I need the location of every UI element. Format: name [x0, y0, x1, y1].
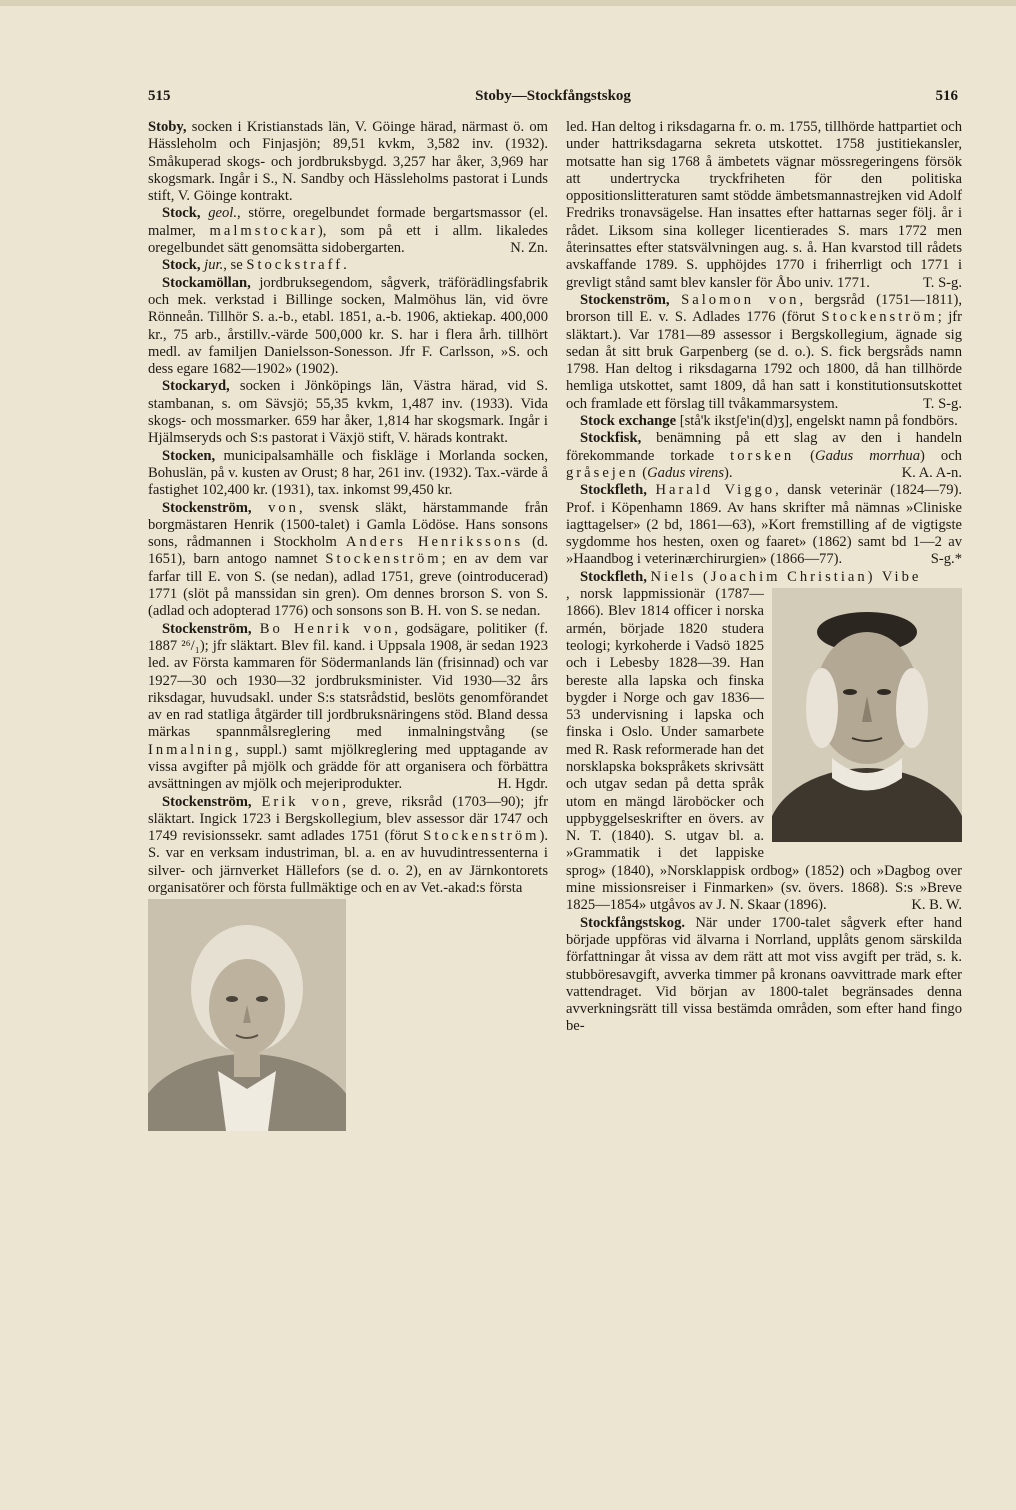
entry-stockaryd — [148, 378, 548, 447]
headword: Stock, — [162, 257, 201, 274]
portrait-image — [148, 899, 346, 1131]
author-signature: H. Hgdr. — [497, 776, 548, 793]
entry-text: , dansk veterinär (1824—79). Prof. i Köpenhamn 1869. Av hans skrifter må nämnas »Cliniske iagttagelser» (2 bd, 1861—63), »Kort fremstilling af de vigtigste sygdomme hos hesten, oxen og faaret» (1862) samt bd 1—2 av »Haandbog i veterinærchirurgien» (1866—77). — [566, 482, 963, 568]
entry-spaced: gråsejen — [566, 464, 639, 481]
entry-stockfangstskog — [566, 915, 962, 1036]
entry-text: När under 1700-talet sågverk efter hand började uppföras vid älvarna i Norrland, upplåts genom särskilda författningar åt vissa av dem rätt att mot viss avgift per träd, s. k. stubböresavgift, avverka timmer på kronans oavvittrade mark efter vattendraget. Vid början av 1800-talet begränsades denna avverkningsrätt till vissa bestämda områden, som efter hand fingo be- — [566, 914, 962, 1035]
page-title: Stoby—Stockfångstskog — [475, 88, 631, 104]
entry-text: municipalsamhälle och fiskläge i Morlanda socken, Bohuslän, på v. kusten av Orust; 8 har, 261 inv. (1932). Tax.-värde å fastighet 102,400 kr. (1931), tax. inkomst 99,450 kr. — [148, 447, 548, 499]
entry-text: , större, oregelbundet formade bergartsmassor (el. malmer, — [148, 205, 548, 239]
entry-stockamollan — [148, 275, 548, 379]
author-signature: T. S-g. — [922, 274, 962, 291]
headword: Stockamöllan, — [162, 274, 251, 291]
headword: Stock exchange — [580, 413, 677, 430]
entry-spaced: Erik von — [261, 793, 343, 810]
page-top-edge — [0, 0, 1016, 6]
entry-stockenstrom-salomon — [566, 292, 962, 413]
entry-text: ; jfr släktart.). Var 1781—89 assessor i Bergskollegium, ägnade sig sedan åt sitt bruk Garpenberg (se d. o.). S. fick bergsråds namn 1798. Han deltog i riksdagarna 1792 och 1800, då han tillhörde hemliga utskottet, samt 1809, då han satt i konstitutionsutskottet och framlade ett förslag till tvåkammarsystem. — [566, 309, 962, 412]
right-column — [566, 119, 962, 1036]
entry-text: socken i Kristianstads län, V. Göinge härad, närmast ö. om Hässleholm och Finjasjön; 89,51 kvkm, 3,582 inv. (1932). Småkuperad skogs- och jordbruksbygd. 3,257 har åker, 3,969 har skogsmark. Ingår i S., N. Sandby och Hässleholms pastorat i Lunds stift, V. Göinge kontrakt. — [148, 119, 548, 205]
portrait-image — [772, 588, 962, 842]
entry-stockenstrom-slakt — [148, 500, 548, 621]
headword: Stockenström, — [162, 620, 252, 637]
entry-text: ( — [638, 464, 648, 481]
headword: Stockfångstskog. — [580, 914, 686, 931]
headword: Stockaryd, — [162, 378, 230, 395]
entry-italic: geol. — [208, 205, 238, 222]
entry-spaced: Bo Henrik von — [259, 620, 395, 637]
entry-spaced: Harald Viggo — [655, 482, 776, 499]
entry-text: (d. 1651), barn antogo namnet — [148, 534, 548, 568]
portrait-erik-von-stockenstrom — [148, 899, 346, 1131]
left-column — [148, 119, 548, 1135]
entry-text: , godsägare, politiker (f. 1887 ²⁶/₁); jfr släktart. Blev fil. kand. i Uppsala 1908, är sedan 1923 led. av Första kammaren för Södermanlands län (frisinnad) och var 1927—30 och 1930—32 jordbruksminister. Vid 1930—32 års riksdagar, huvudsakl. under S:s statsrådstid, beslöts genomförandet av en rad statliga åtgärder till jordbruksnäringens stöd. Bland dessa märkas spannmålsreglering med inmalningstvång (se — [148, 620, 548, 741]
author-signature: N. Zn. — [510, 240, 548, 257]
headword: Stockfleth, — [580, 482, 647, 499]
entry-text: , se — [223, 257, 247, 274]
headword: Stock, — [162, 205, 201, 222]
entry-spaced: Stockenström — [423, 828, 540, 845]
entry-stockenstrom-bo — [148, 621, 548, 794]
entry-spaced: torsken — [730, 447, 795, 464]
entry-spaced: Stockenström — [821, 309, 938, 326]
entry-stock-exchange — [566, 413, 962, 430]
headword: Stockenström, — [162, 499, 252, 516]
portrait-niels-stockfleth — [772, 588, 962, 842]
entry-stoby — [148, 119, 548, 205]
author-signature: K. A. A-n. — [901, 464, 962, 481]
author-signature: S-g.* — [930, 551, 962, 568]
entry-text: , suppl.) samt mjölkreglering med upptagande av vissa avgifter på mjölk och grädde för att organisera och förbättra avsättningen av mjölk och mejeriprodukter. — [148, 741, 548, 793]
entry-italic: Gadus virens — [647, 464, 725, 481]
entry-spaced: Anders Henrikssons — [345, 534, 524, 551]
entry-erik-continued — [566, 119, 962, 292]
headword: Stockfleth, — [580, 568, 647, 585]
entry-text: benämning på ett slag av den i handeln förekommande torkade — [566, 430, 962, 464]
entry-spaced: malmstockar — [209, 222, 318, 239]
entry-text: , bergsråd (1751—1811), brorson till E. v. S. Adlades 1776 (förut — [566, 291, 962, 326]
headword: Stockenström, — [580, 291, 670, 308]
entry-text: ; en av dem var farfar till E. von S. (se nedan), adlad 1751, greve (ointroducerad) 1771 (slöt på manssidan sin gren). Om dennes brorson S. von S. (adlad och adopterad 1776) och sonsons son B. H. von S. se nedan. — [148, 551, 548, 620]
entry-italic: Gadus morrhua — [815, 447, 921, 464]
entry-stocken — [148, 448, 548, 500]
entry-text: [stå'k ikstʃe'in(d)ʒ], engelskt namn på fondbörs. — [676, 413, 958, 430]
headword: Stoby, — [148, 119, 187, 135]
page-number-right: 516 — [935, 88, 958, 104]
cross-reference: Inmalning — [148, 741, 235, 758]
headword: Stocken, — [162, 447, 216, 464]
author-signature: K. B. W. — [911, 897, 962, 914]
headword: Stockenström, — [162, 793, 252, 810]
running-header — [148, 88, 958, 112]
entry-text: ). — [724, 464, 733, 481]
cross-reference: Stockstraff. — [246, 257, 350, 274]
entry-text: ( — [794, 447, 816, 464]
page-number-left: 515 — [148, 88, 171, 104]
entry-italic: jur. — [204, 257, 224, 274]
entry-spaced: Niels (Joachim Christian) Vibe — [650, 568, 922, 585]
entry-stockenstrom-erik — [148, 794, 548, 898]
entry-spaced: Salomon von — [681, 291, 800, 308]
entry-text: ). S. var en verksam industriman, bl. a. en av huvudintressenterna i silver- och järnverket Hällefors (se d. o. 2), en av Järnkontorets organisatörer och första fullmäktige och en av Vet.-akad:s första — [148, 828, 548, 897]
entry-text: ), som på ett i allm. likaledes oregelbundet sätt genomsätta sidobergarten. — [148, 222, 548, 257]
entry-spaced: Stockenström — [325, 551, 442, 568]
entry-text: socken i Jönköpings län, Västra härad, vid S. stambanan, s. om Sävsjö; 55,35 kvkm, 1,487 inv. (1933). Vida skogs- och mossmarker. 659 har åker, 1,814 har skogsmark. Ingår i Hjälmseryds och S:s pastorat i Växjö stift, V. härads kontrakt. — [148, 378, 548, 447]
entry-text: led. Han deltog i riksdagarna fr. o. m. 1755, tillhörde hattpartiet och under hattriksdagarna sekreta utskottet. 1758 justitiekansler, motsatte han sig 1768 å ämbetets vägnar mössregeringens försök att undertrycka tryckfriheten för den politiska oppositionslitteraturen samt stödde ämbetsmannastrejken vid Adolf Fredriks tronavsägelse. Han insattes efter hattarnas seger följ. år i rådet. Liksom sina kolleger licentierades S. mars 1772 men återinsattes efter statsvälvningen aug. s. å. Han kvarstod till rådets avskaffande 1789. S. upphöjdes 1770 i friherrligt och 1771 i grevligt stånd samt blev kansler för Åbo univ. 1771. — [566, 119, 962, 291]
entry-text: , greve, riksråd (1703—90); jfr släktart. Ingick 1723 i Bergskollegium, blev assessor där 1747 och 1749 revisionssekr. samt adlades 1751 (förut — [148, 793, 548, 845]
entry-stockfleth-niels — [566, 569, 962, 586]
entry-stock-jur — [148, 257, 548, 274]
entry-text: ) och — [920, 447, 962, 464]
entry-stockfleth-harald — [566, 482, 962, 568]
entry-stock-geol — [148, 205, 548, 257]
entry-text: , svensk släkt, härstammande från borgmästaren Henrik (1500-talet) i Gamla Lödöse. Hans sonsons sons, rådmannen i Stockholm — [148, 499, 548, 551]
headword: Stockfisk, — [580, 430, 642, 447]
entry-spaced: von — [268, 499, 299, 516]
author-signature: T. S-g. — [922, 395, 962, 412]
entry-text: jordbruksegendom, sågverk, träförädlingsfabrik och mek. verkstad i Billinge socken, Malmöhus län, vid övre Rönneån. Tillhör S. a.-b., etabl. 1851, a.-b. 1906, aktiekap. 400,000 kr., 75 arb., årstillv.-värde 500,000 kr. S. har i flera årh. tillhört medl. av familjen Danielsson-Sonesson. Jfr F. Carlsson, »S. och dess egare 1682—1902» (1902). — [148, 274, 548, 378]
entry-text: , norsk lappmissionär (1787—1866). Blev 1814 officer i norska armén, började 1820 studera teologi; kyrkoherde i Vadsö 1825 och i Lebesby 1828—39. Han bereste alla lapska och finska bygder i Norge och gav 1836—53 undervisning i lapska och finska i Oslo. Under samarbete med R. Rask reformerade han det norsklapska bokspråkets skrivsätt och utgav sedan på detta språk utom en mängd läroböcker och uppbyggelseskrifter en övers. av N. T. (1840). S. utgav bl. a. »Grammatik i det lappiske sprog» (1840), »Norsklappisk ordbog» (1852) och »Dagbog over mine missionsreiser i Finmarken» (sv. övers. 1868). S:s »Breve 1825—1854» utgåvos av J. N. Skaar (1896). — [566, 586, 962, 914]
entry-stockfisk — [566, 430, 962, 482]
